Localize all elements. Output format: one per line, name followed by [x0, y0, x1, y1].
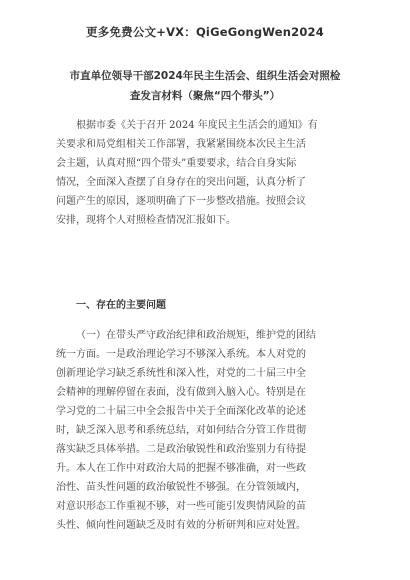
intro-line: 关要求和局党组相关工作部署，我紧紧围绕本次民主生活 — [56, 139, 306, 150]
item-line: 治性、苗头性问题的政治敏锐性不够强。在分管领域内， — [56, 482, 306, 493]
intro-line: 问题产生的原因，逐项明确了下一步整改措施。按照会议 — [56, 196, 306, 207]
item-line: 头性、倾向性问题缺乏及时有效的分析研判和应对处置。 — [56, 520, 306, 531]
item-line: 学习党的二十届三中全会报告中关于全面深化改革的论述 — [56, 406, 306, 417]
document-title-line-1: 市直单位领导干部2024年民主生活会、组织生活会对照检 — [69, 70, 341, 82]
document-title-line-2: 查发言材料（聚焦“四个带头”） — [129, 90, 281, 102]
intro-paragraph — [56, 116, 356, 230]
item-line: 创新理论学习缺乏系统性和深入性，对党的二十届三中全 — [56, 368, 306, 379]
intro-line: 会主题，认真对照“四个带头”重要要求，结合自身实际 — [56, 158, 297, 169]
intro-line: 安排，现将个人对照检查情况汇报如下。 — [56, 215, 236, 226]
item-line: 会精神的理解停留在表面，没有做到入脑入心。特别是在 — [56, 387, 306, 398]
item-line: 升。本人在工作中对政治大局的把握不够准确，对一些政 — [56, 463, 306, 474]
intro-line: 根据市委《关于召开 2024 年度民主生活会的通知》有 — [76, 120, 318, 131]
intro-line: 情况，全面深入查摆了自身存在的突出问题，认真分析了 — [56, 177, 306, 188]
item-line: 时，缺乏深入思考和系统总结，对如何结合分管工作贯彻 — [56, 425, 306, 436]
item-line: 对意识形态工作重视不够，对一些可能引发舆情风险的苗 — [56, 501, 306, 512]
item-1-paragraph — [56, 326, 356, 535]
watermark-banner: 更多免费公文+VX：QiGeGongWen2024 — [86, 25, 324, 39]
item-line: 落实缺乏具体举措。二是政治敏锐性和政治鉴别力有待提 — [56, 444, 306, 455]
item-line: （一）在带头严守政治纪律和政治规矩，维护党的团结 — [76, 330, 316, 341]
section-heading: 一、存在的主要问题 — [76, 300, 166, 311]
item-line: 统一方面。一是政治理论学习不够深入系统。本人对党的 — [56, 349, 306, 360]
